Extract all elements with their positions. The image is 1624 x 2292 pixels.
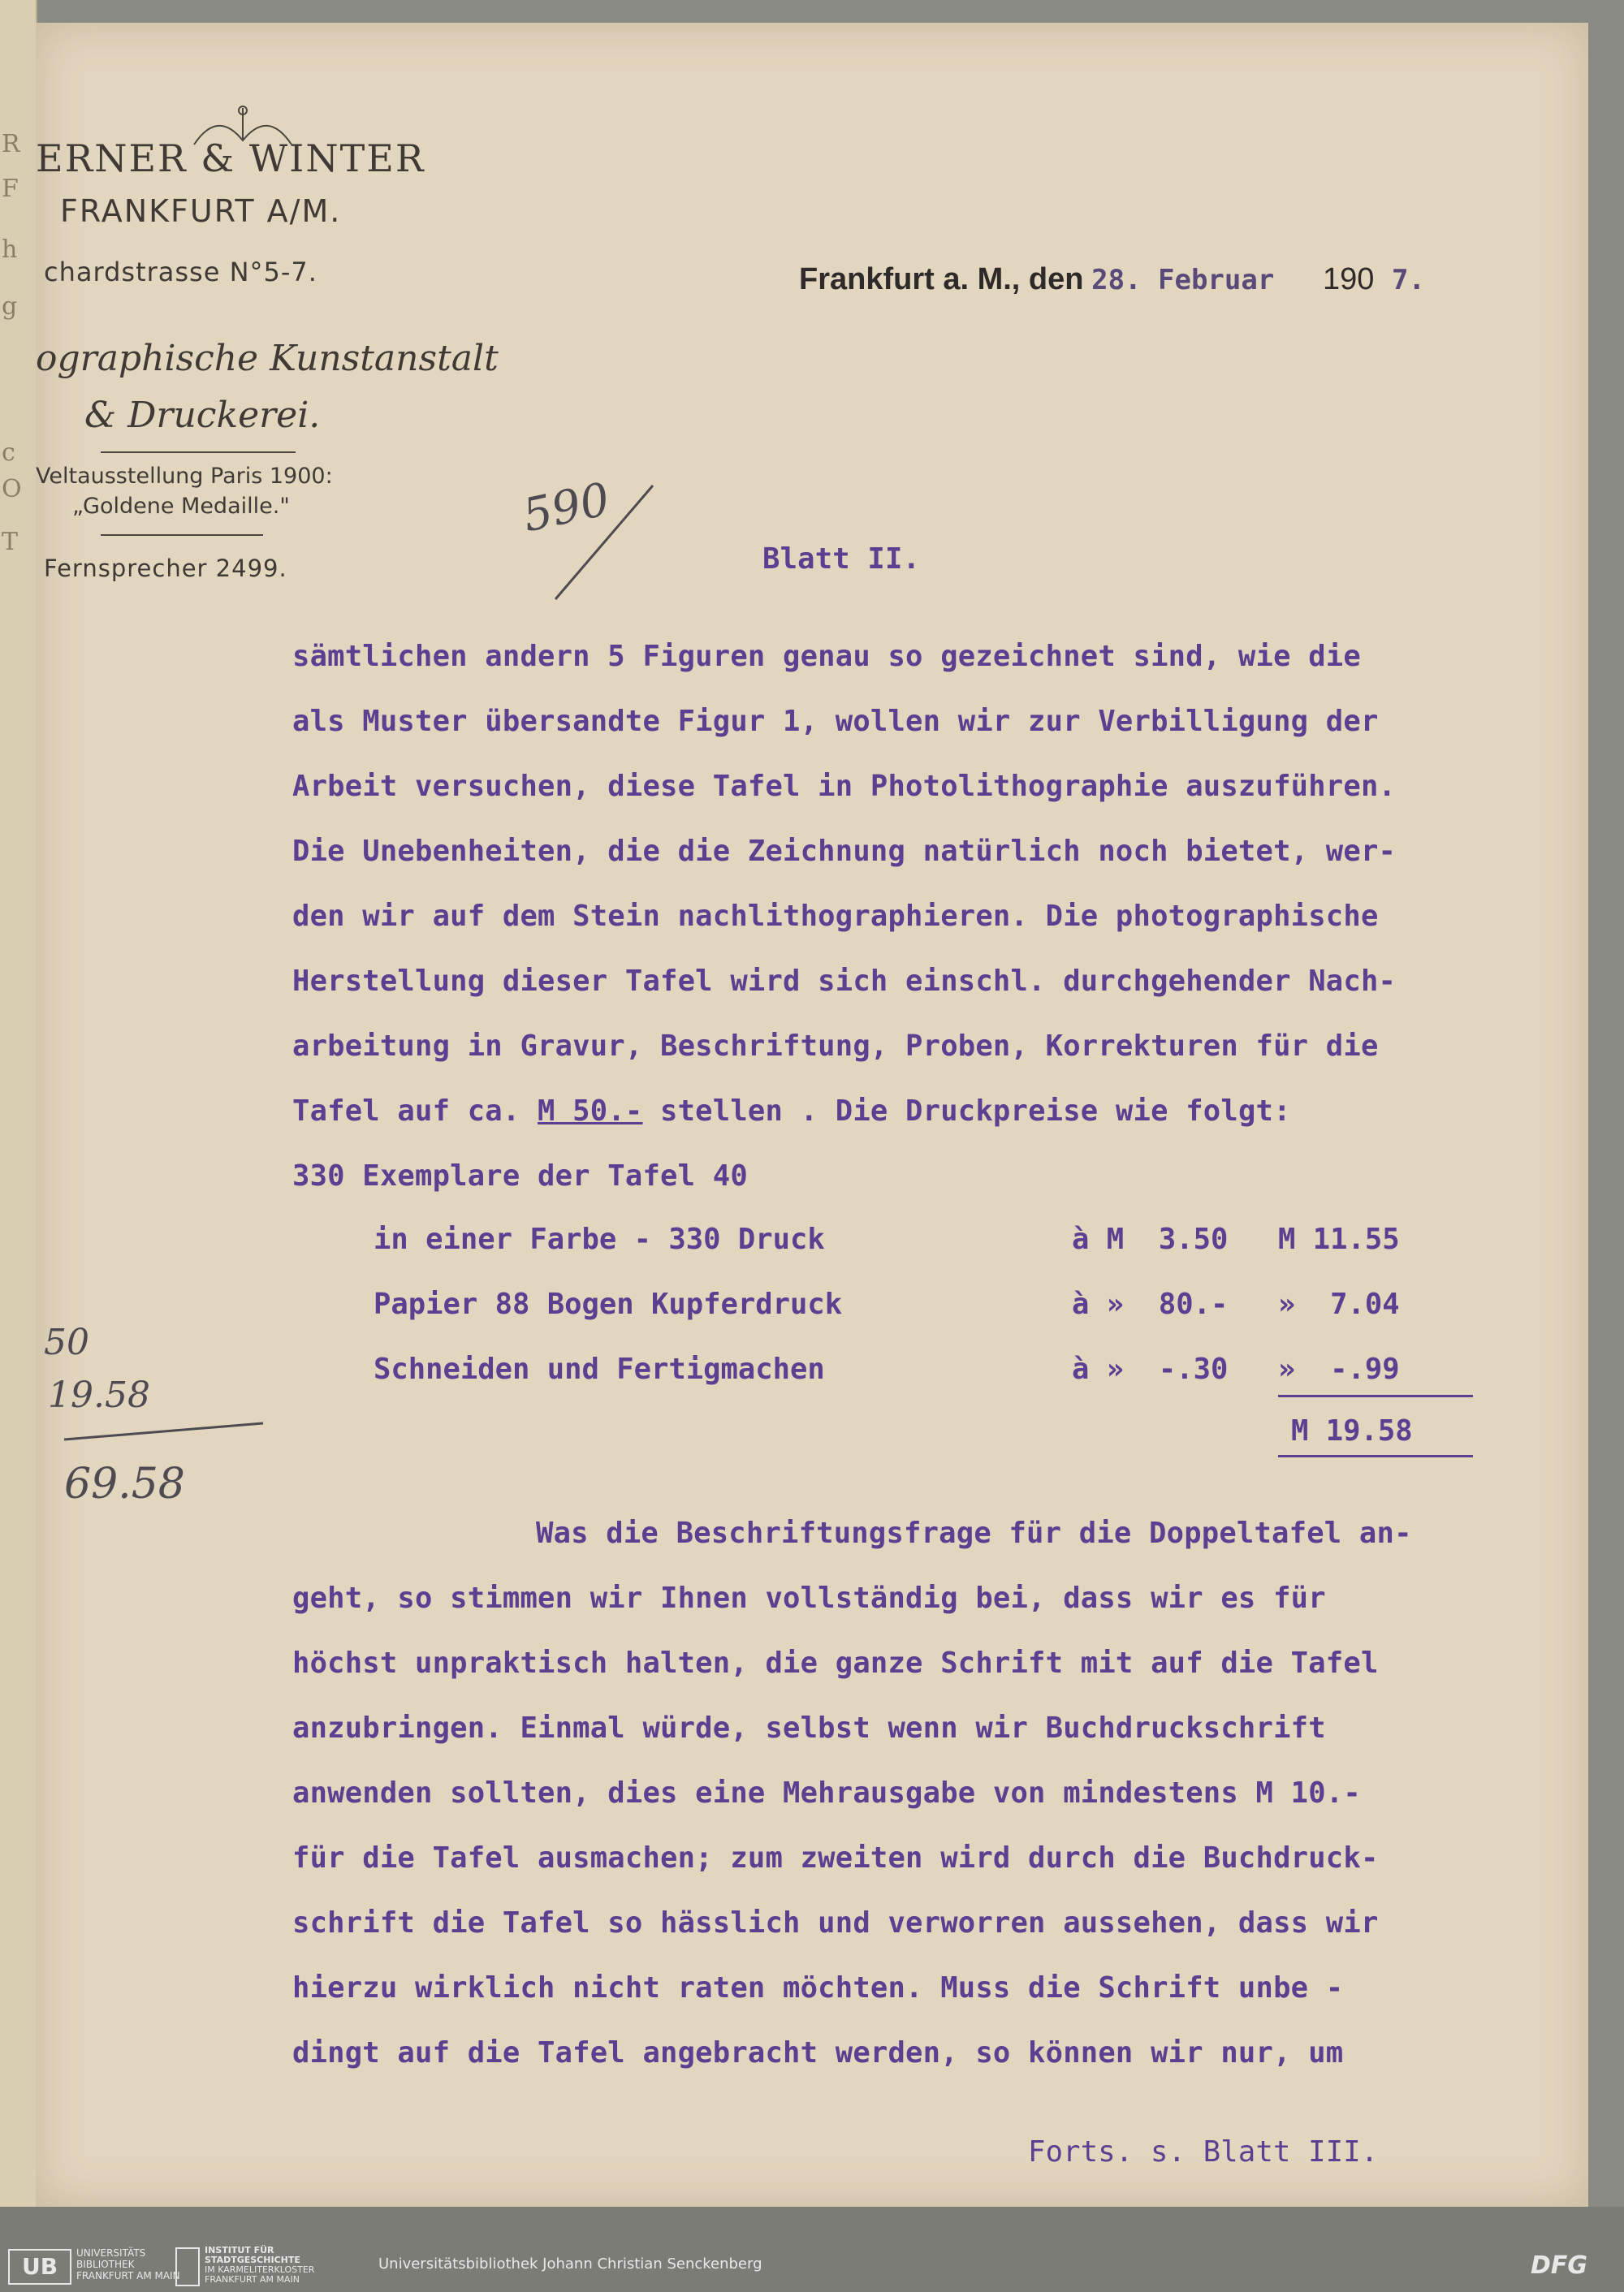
- body-line: Arbeit versuchen, diese Tafel in Photolithographie auszuführen.: [292, 770, 1397, 803]
- body-line: Herstellung dieser Tafel wird sich einschl. durchgehender Nach-: [292, 965, 1397, 998]
- body-line: Die Unebenheiten, die die Zeichnung natürlich noch bietet, wer-: [292, 835, 1397, 868]
- order-item: Schneiden und Fertigmachen: [374, 1353, 825, 1386]
- body-line: anwenden sollten, dies eine Mehrausgabe von mindestens M 10.-: [292, 1776, 1361, 1810]
- ub-name-line: FRANKFURT AM MAIN: [76, 2270, 180, 2281]
- order-item: in einer Farbe - 330 Druck: [374, 1223, 825, 1256]
- price-line-before: Tafel auf ca.: [292, 1094, 538, 1128]
- order-amount: » 7.04: [1278, 1288, 1400, 1321]
- letterhead-trade-line-2: & Druckerei.: [84, 395, 321, 436]
- letterhead-firm-name: ERNER & WINTER: [36, 136, 425, 180]
- letterhead-medal: „Goldene Medaille.": [72, 494, 290, 519]
- order-item: Papier 88 Bogen Kupferdruck: [374, 1288, 843, 1321]
- body-line: den wir auf dem Stein nachlithographieren. Die photographische: [292, 900, 1379, 933]
- footer-bar: [0, 2207, 1624, 2292]
- body-line: höchst unpraktisch halten, die ganze Schrift mit auf die Tafel: [292, 1647, 1379, 1680]
- institut-name-line: IM KARMELITERKLOSTER: [205, 2264, 315, 2275]
- dfg-logo: DFG: [1531, 2251, 1588, 2280]
- body-line: Was die Beschriftungsfrage für die Doppeltafel an-: [536, 1517, 1412, 1550]
- order-heading: 330 Exemplare der Tafel 40: [292, 1159, 748, 1193]
- date-day-month: 28. Februar: [1091, 264, 1275, 296]
- pencil-sum-line: [60, 1415, 271, 1448]
- body-line: dingt auf die Tafel angebracht werden, so können wir nur, um: [292, 2036, 1344, 2070]
- order-rate: à » -.30: [1072, 1353, 1229, 1386]
- total-rule: [1278, 1455, 1473, 1457]
- body-line: geht, so stimmen wir Ihnen vollständig bei, dass wir es für: [292, 1582, 1326, 1615]
- adjacent-page-strip: [0, 0, 37, 2292]
- ub-name-line: BIBLIOTHEK: [76, 2259, 135, 2270]
- body-line: hierzu wirklich nicht raten möchten. Muss die Schrift unbe -: [292, 1971, 1344, 2005]
- body-line: als Muster übersandte Figur 1, wollen wir zur Verbilligung der: [292, 705, 1379, 738]
- institut-name-line: FRANKFURT AM MAIN: [205, 2274, 300, 2285]
- order-amount: M 11.55: [1278, 1223, 1400, 1256]
- letterhead-exhibition: Veltausstellung Paris 1900:: [36, 464, 333, 489]
- order-rate: à » 80.-: [1072, 1288, 1229, 1321]
- institut-logo: [175, 2247, 200, 2286]
- letterhead-divider: [101, 451, 296, 453]
- ub-name: [76, 2247, 180, 2281]
- sheet-title: Blatt II.: [762, 542, 921, 576]
- letterhead-divider: [101, 534, 263, 536]
- body-line: arbeitung in Gravur, Beschriftung, Proben, Korrekturen für die: [292, 1029, 1379, 1063]
- strip-fragment: R: [2, 130, 20, 158]
- strip-fragment: T: [2, 528, 19, 556]
- institut-name: [205, 2246, 314, 2285]
- letterhead-street: chardstrasse N°5-7.: [44, 257, 317, 287]
- body-line: für die Tafel ausmachen; zum zweiten wird durch die Buchdruck-: [292, 1841, 1379, 1875]
- body-line: anzubringen. Einmal würde, selbst wenn wir Buchdruckschrift: [292, 1711, 1326, 1745]
- price-amount: M 50.-: [538, 1094, 643, 1128]
- letterhead-phone: Fernsprecher 2499.: [44, 555, 287, 582]
- strip-fragment: g: [2, 292, 18, 321]
- order-total: M 19.58: [1291, 1414, 1413, 1448]
- subtotal-rule: [1278, 1395, 1473, 1397]
- institut-name-line: STADTGESCHICHTE: [205, 2255, 300, 2265]
- pencil-slash: [539, 477, 669, 615]
- pencil-number: 590: [518, 473, 615, 543]
- body-line: sämtlichen andern 5 Figuren genau so gezeichnet sind, wie die: [292, 640, 1361, 673]
- strip-fragment: F: [2, 175, 19, 203]
- date-prefix: Frankfurt a. M., den: [799, 262, 1084, 296]
- library-credit: Universitätsbibliothek Johann Christian Senckenberg: [378, 2255, 762, 2273]
- price-line: [292, 1094, 1291, 1128]
- ub-name-line: UNIVERSITÄTS: [76, 2247, 146, 2259]
- institut-name-line: INSTITUT FÜR: [205, 2245, 274, 2255]
- order-rate: à M 3.50: [1072, 1223, 1229, 1256]
- ub-logo: UB: [8, 2249, 71, 2285]
- strip-fragment: O: [2, 475, 22, 503]
- date-line: [799, 262, 1425, 297]
- strip-fragment: h: [2, 235, 18, 264]
- date-year-suffix: 7.: [1391, 264, 1425, 296]
- pencil-margin-b: 19.58: [48, 1375, 150, 1416]
- strip-fragment: c: [2, 438, 15, 467]
- pencil-margin-a: 50: [44, 1322, 89, 1363]
- date-year-prefix: 190: [1322, 262, 1375, 296]
- letterhead-city: FRANKFURT A/M.: [60, 193, 342, 229]
- body-line: schrift die Tafel so hässlich und verworren aussehen, dass wir: [292, 1906, 1379, 1940]
- letter-sheet: [36, 23, 1588, 2207]
- letterhead-trade-line-1: ographische Kunstanstalt: [36, 338, 499, 379]
- order-amount: » -.99: [1278, 1353, 1400, 1386]
- continuation-note: Forts. s. Blatt III.: [1028, 2135, 1379, 2169]
- price-line-after: stellen . Die Druckpreise wie folgt:: [642, 1094, 1291, 1128]
- pencil-margin-c: 69.58: [64, 1460, 185, 1509]
